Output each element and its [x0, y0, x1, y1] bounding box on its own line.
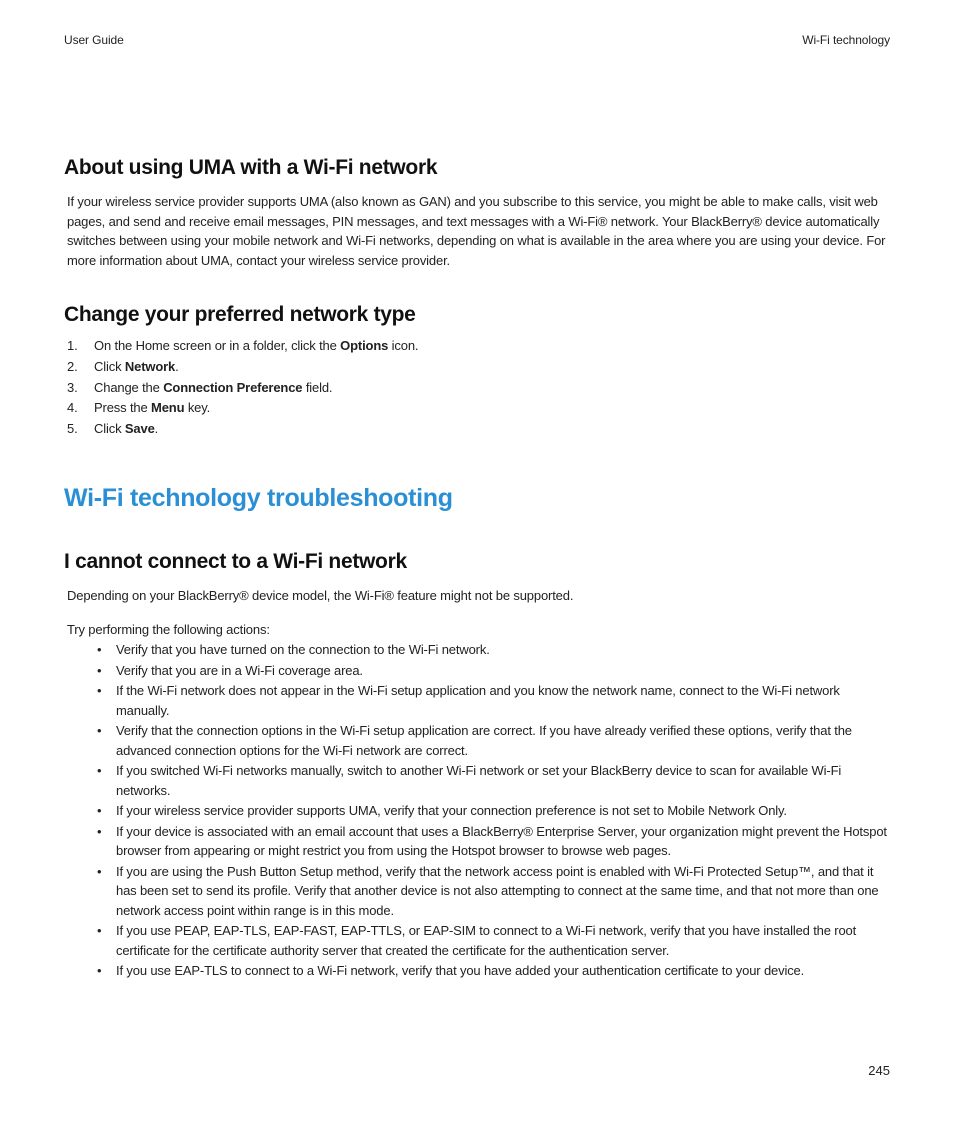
section-heading: Change your preferred network type: [64, 303, 416, 326]
list-item: • Verify that you are in a Wi-Fi coverage area.: [97, 662, 363, 678]
list-item: • If you use PEAP, EAP-TLS, EAP-FAST, EAP-TTLS, or EAP-SIM to connect to a Wi-Fi network, verify that you have installed the root certificate for the certificate authority server that created the certificate for the authentication server.: [97, 923, 857, 958]
steps-list: [64, 336, 892, 440]
list-item: • If you switched Wi-Fi networks manually, switch to another Wi-Fi network or set your BlackBerry device to scan for available Wi-Fi networks.: [97, 763, 842, 798]
list-item: • If your device is associated with an email account that uses a BlackBerry® Enterprise Server, your organization might prevent the Hotspot browser from appearing or might restrict you from using the Hotspot browser to browse web pages.: [97, 823, 887, 858]
section-lead: Try performing the following actions:: [67, 621, 270, 637]
section-change-network-type: [64, 303, 892, 440]
chapter-heading: Wi-Fi technology troubleshooting: [64, 484, 453, 512]
step-item: 1. On the Home screen or in a folder, click the Options icon.: [67, 338, 419, 353]
step-item: 2. Click Network.: [67, 358, 179, 374]
actions-list: [64, 640, 892, 981]
step-item: 5. Click Save.: [67, 421, 159, 437]
list-item: • Verify that you have turned on the connection to the Wi-Fi network.: [97, 642, 490, 657]
section-intro: Depending on your BlackBerry® device model, the Wi-Fi® feature might not be supported.: [67, 588, 574, 603]
running-header-left: User Guide: [64, 33, 124, 47]
section-heading: I cannot connect to a Wi-Fi network: [64, 550, 407, 573]
list-item: • If your wireless service provider supports UMA, verify that your connection preference is not set to Mobile Network Only.: [97, 803, 787, 818]
page-number: 245: [868, 1063, 890, 1078]
list-item: • If you are using the Push Button Setup method, verify that the network access point is enabled with Wi-Fi Protected Setup™, and that it has been set to send its profile. Verify that another device is not also attempting to connect at the same time, and that not more than one network access point within range is in this mode.: [97, 863, 879, 918]
section-heading: About using UMA with a Wi-Fi network: [64, 156, 438, 179]
list-item: • Verify that the connection options in the Wi-Fi setup application are correct. If you have already verified these options, verify that the advanced connection options for the Wi-Fi network are correct.: [97, 723, 852, 758]
running-header-right: Wi-Fi technology: [802, 33, 890, 47]
list-item: • If the Wi-Fi network does not appear in the Wi-Fi setup application and you know the network name, connect to the Wi-Fi network manually.: [97, 683, 840, 718]
section-body: If your wireless service provider supports UMA (also known as GAN) and you subscribe to this service, you might be able to make calls, visit web pages, and send and receive email messages, PIN messages, and text messages with a Wi-Fi® network. Your BlackBerry® device automatically switches between using your mobile network and Wi-Fi networks, depending on what is available in the area where you are using your device. For more information about UMA, contact your wireless service provider.: [67, 194, 886, 268]
list-item: • If you use EAP-TLS to connect to a Wi-Fi network, verify that you have added your authentication certificate to your device.: [97, 963, 805, 978]
section-cannot-connect: [64, 550, 892, 982]
chapter-troubleshooting: [64, 484, 892, 513]
section-about-uma: [64, 156, 892, 270]
step-item: 4. Press the Menu key.: [67, 400, 211, 416]
step-item: 3. Change the Connection Preference field.: [67, 379, 333, 395]
